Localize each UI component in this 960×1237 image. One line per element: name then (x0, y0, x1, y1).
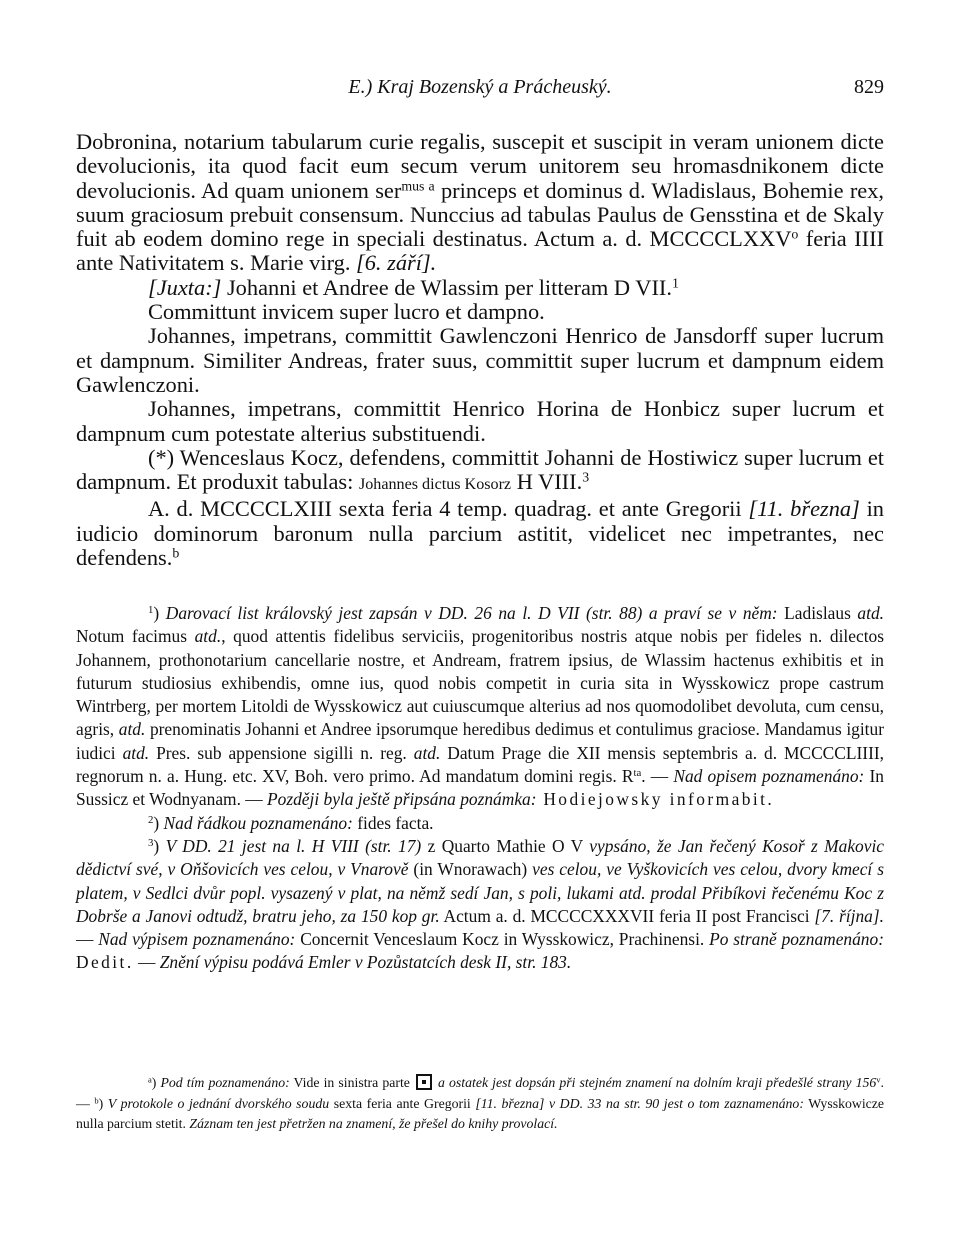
footnote-ref-3: 3 (582, 470, 590, 486)
paragraph-johannes-2: Johannes, impetrans, committit Henrico Horina de Honbicz super lucrum et dampnum cum potestate alterius substituendi. (76, 396, 884, 446)
footnote-1: $^1$) Darovací list královský jest zapsán v DD. 26 na l. D VII (str. 88) a praví se v něm: Ladislaus atd. Notum facimus atd., quod attentis fidelibus serviciis, progenitoribus nostris atque nobis per fideles n. dilectos Johannem, prothonotarium cancellarie nostre, et Andream, fratrem ipsius, de Wlassim hactenus exhibitis et in futurum studiosius exhibendis, omne ius, quod nobis competit in curia sita in Wysskowicz prope castrum Wintrberg, per mortem Litoldi de Wysskowicz aut cuiuscumque alterius ad nos quomodolibet devoluta, cum censu, agris, atd. prenominatis Johanni et Andree ipsorumque heredibus dedimus et contulimus graciose. Mandamus igitur iudici atd. Pres. sub appensione sigilli n. reg. atd. Datum Prage die XII mensis septembris a. d. MCCCCLIIII, regnorum n. a. Hung. etc. XV, Boh. vero primo. Ad mandatum domini regis. $R^{ta}$. — Nad opisem poznamenáno: In Sussicz et Wodnyanam. — Později byla ještě připsána poznámka: Hodiejowsky informabit. (76, 603, 885, 810)
running-title: E.) Kraj Bozenský a Prácheuský. (348, 76, 612, 98)
footnotes (76, 602, 884, 975)
editorial-notes (76, 1073, 884, 1135)
date-gloss: [6. září]. (356, 250, 437, 276)
page-header (76, 76, 884, 106)
paragraph-juxta: [Juxta:] Johanni et Andree de Wlassim per litteram D VII.$^1$ (148, 274, 679, 300)
footnote-3: $^3$) V DD. 21 jest na l. H VIII (str. 17) z Quarto Mathie O V vypsáno, že Jan řečený Kosoř z Makovic dědictví své, v Oňšovicích ves celou, v Vnarově (in Wnorawach) ves celou, ve Vyškovicích ves celou, dvory kmecí s platem, v Sedlci dvůr popl. vysazený v plat, na němž sedí Jan, s poli, lukami atd. prodal Přibíkovi řečenému Koc z Dobrše a Janovi odtudž, bratru jeho, za 150 kop gr. Actum a. d. MCCCCXXXVII feria II post Francisci [7. října]. — Nad výpisem poznamenáno: Concernit Venceslaum Kocz in Wysskowicz, Prachinensi. Po straně poznamenáno: Dedit. — Znění výpisu podává Emler v Pozůstatcích desk II, str. 183. (76, 835, 884, 973)
paragraph-johannes-1: Johannes, impetrans, committit Gawlenczoni Henrico de Jansdorff super lucrum et dampnum. Similiter Andreas, frater suus, committit super lucrum et dampnum eidem Gawlenczoni. (76, 323, 884, 397)
paragraph-committunt: Committunt invicem super lucro et dampno. (148, 299, 545, 325)
boxed-dot-icon (416, 1074, 432, 1090)
footnote-ref-b: b (172, 546, 180, 562)
main-text (76, 130, 884, 570)
paragraph-wenceslaus: (*) Wenceslaus Kocz, defendens, committit Johanni de Hostiwicz super lucrum et dampnum. Et produxit tabulas: Johannes dictus Kosorz H VIII.$^3$ (76, 444, 884, 495)
editorial-note-a-b: $^a$) Pod tím poznamenáno: Vide in sinistra parte a ostatek jest dopsán při stejném znamení na dolním kraji předešlé strany 156$^v$. — $^b$) V protokole o jednání dvorského soudu sexta feria ante Gregorii [11. března] v DD. 33 na str. 90 jest o tom zaznamenáno: Wysskowicze nulla parcium stetit. Záznam ten jest přetržen na znamení, že přešel do knihy provolací. (76, 1074, 885, 1131)
document-page (76, 0, 884, 1237)
page-number: 829 (854, 76, 884, 98)
paragraph-dobronina: Dobronina, notarium tabularum curie regalis, suscepit et suscipit in veram unionem dicte devolucionis, ita quod facit eum secum verum unitorem seu hromasdnikonem dicte devolucionis. Ad quam unionem ser$^{mus a}$ princeps et dominus d. Wladislaus, Bohemie rex, suum graciosum prebuit consensum. Nunccius ad tabulas Paulus de Gensstina et de Skaly fuit ab eodem domino rege in speciali destinatus. Actum a. d. MCCCCLXXV$^o$ feria IIII ante Nativitatem s. Marie virg. [6. září]. (76, 129, 885, 276)
footnote-2: $^2$) Nad řádkou poznamenáno: fides facta. (148, 812, 434, 833)
paragraph-anno-domini: A. d. MCCCCLXIII sexta feria 4 temp. quadrag. et ante Gregorii [11. března] in iudicio dominorum baronum nulla parcium astitit, videlicet nec impetrantes, nec defendens.$^b$ (76, 496, 885, 571)
footnote-ref-1: 1 (671, 276, 679, 292)
